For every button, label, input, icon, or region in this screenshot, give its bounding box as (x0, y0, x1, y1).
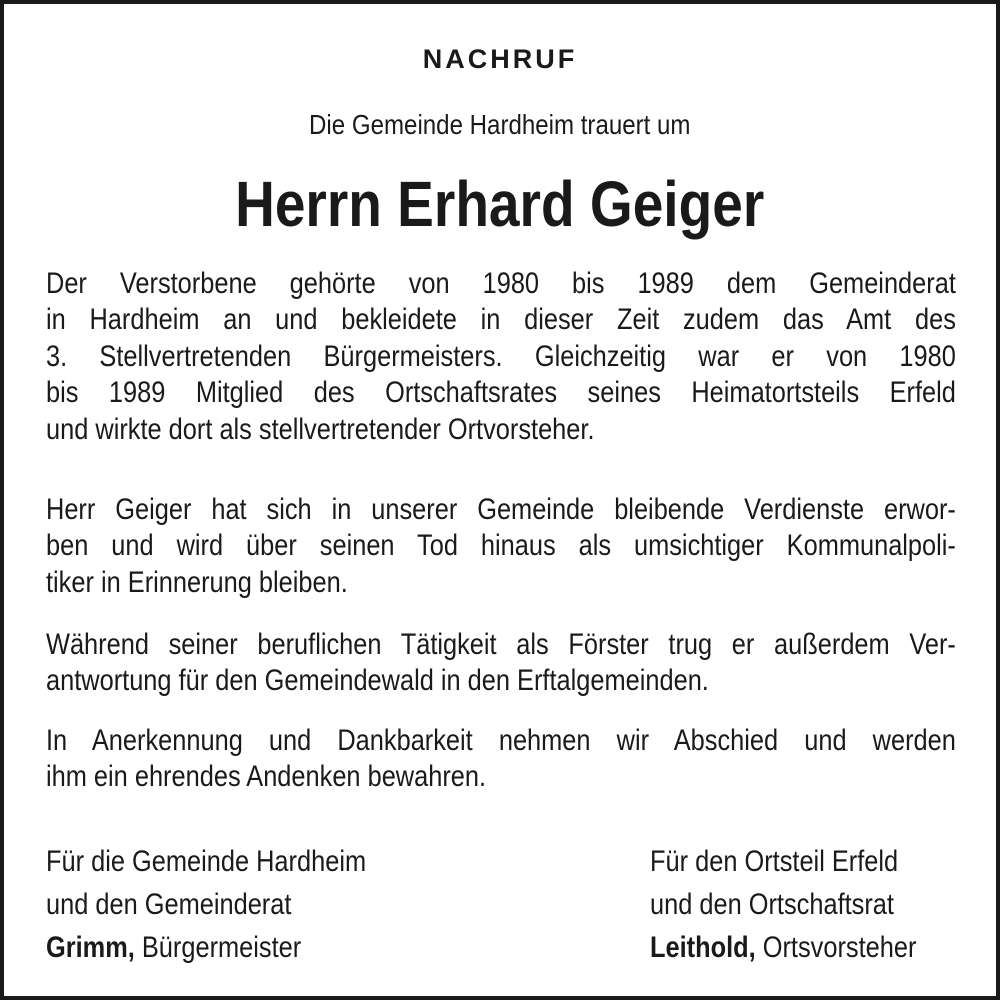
paragraph-line (46, 663, 956, 699)
signature-line (46, 840, 418, 883)
deceased-name (0, 168, 1000, 240)
paragraph-line-text: in Hardheim an und bekleidete in dieser Zeit zudem das Amt des (46, 303, 956, 337)
paragraph-line-text: Herr Geiger hat sich in unserer Gemeinde bleibende Verdienste erwor- (46, 493, 956, 526)
paragraph-line (46, 759, 956, 795)
signature-line (46, 883, 418, 926)
paragraph-4 (46, 723, 956, 796)
intro-text: Die Gemeinde Hardheim trauert um (309, 109, 691, 140)
intro-line (0, 109, 1000, 141)
paragraph-line-text: 3. Stellvertretenden Bürgermeisters. Gleichzeitig war er von 1980 (46, 339, 956, 373)
paragraph-line (46, 412, 956, 448)
signature-line-text: und den Ortschaftsrat (650, 888, 894, 921)
signature-line (650, 883, 960, 926)
paragraph-line-text: antwortung für den Gemeindewald in den Erftalgemeinden. (46, 664, 709, 698)
signer-role: Bürgermeister (141, 931, 302, 964)
paragraph-1 (46, 266, 956, 448)
paragraph-line (46, 302, 956, 338)
signature-block-left (46, 840, 418, 969)
paragraph-line-text: Der Verstorbene gehörte von 1980 bis 1989 dem Gemeinderat (46, 267, 956, 300)
notice-label: NACHRUF (422, 44, 578, 74)
signer-name: Grimm, (46, 931, 135, 964)
paragraph-line-text: ben und wird über seinen Tod hinaus als umsichtiger Kommunalpoli- (46, 529, 956, 563)
paragraph-line (46, 339, 956, 375)
paragraph-line (46, 627, 956, 663)
paragraph-line (46, 266, 956, 302)
paragraph-line-text: In Anerkennung und Dankbarkeit nehmen wir Abschied und werden (46, 724, 956, 757)
signature-block-right (650, 840, 960, 969)
signature-line (650, 840, 960, 883)
paragraph-2 (46, 492, 956, 601)
paragraph-line (46, 723, 956, 759)
paragraph-3 (46, 627, 956, 700)
signature-line-text: Für die Gemeinde Hardheim (46, 845, 367, 878)
signature-line-text: Für den Ortsteil Erfeld (650, 845, 899, 878)
paragraph-line (46, 375, 956, 411)
paragraph-line-text: ihm ein ehrendes Andenken bewahren. (46, 760, 487, 794)
paragraph-line (46, 565, 956, 601)
signer-role: Ortsvorsteher (762, 931, 917, 964)
signature-line-text: und den Gemeinderat (46, 888, 292, 921)
signer-line (650, 926, 960, 969)
signer-name: Leithold, (650, 931, 756, 964)
deceased-name-text: Herrn Erhard Geiger (235, 168, 765, 240)
paragraph-line-text: tiker in Erinnerung bleiben. (46, 565, 348, 599)
signer-line (46, 926, 418, 969)
paragraph-line-text: Während seiner beruflichen Tätigkeit als Förster trug er außerdem Ver- (46, 628, 956, 661)
paragraph-line-text: bis 1989 Mitglied des Ortschaftsrates seines Heimatortsteils Erfeld (46, 376, 956, 410)
paragraph-line-text: und wirkte dort als stellvertretender Ortvorsteher. (46, 412, 595, 446)
paragraph-line (46, 528, 956, 564)
paragraph-line (46, 492, 956, 528)
